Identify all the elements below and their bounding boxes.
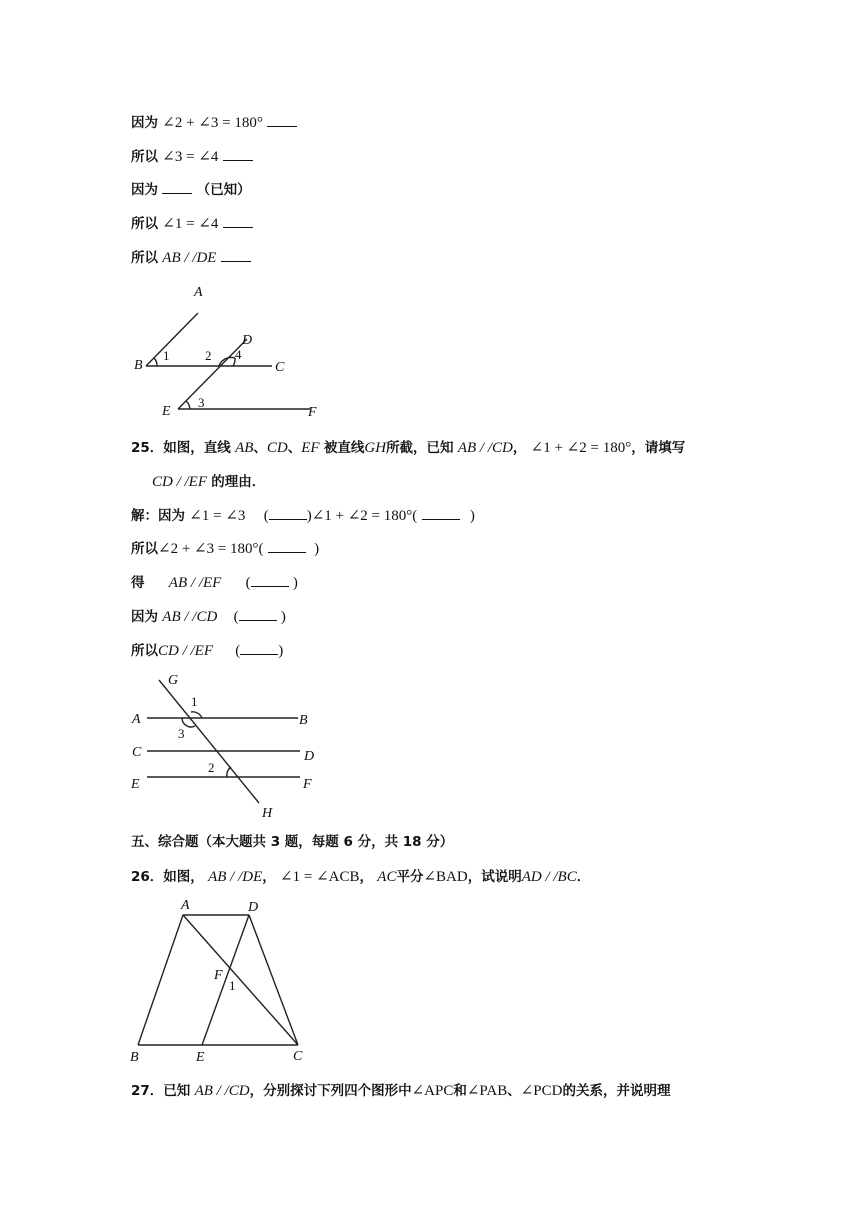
paren: ( (263, 508, 269, 524)
question-text: 平分 (396, 869, 424, 885)
question-text: 的理由． (211, 474, 266, 490)
answer-blank[interactable] (162, 181, 192, 194)
question-number: 25． (131, 440, 164, 456)
label-d: D (304, 749, 315, 764)
label-angle-3: 3 (198, 395, 205, 410)
question-text: 被直线 (323, 440, 365, 456)
label-f: F (308, 405, 317, 420)
question-text: ，试说明 (467, 869, 522, 885)
label-a: A (132, 712, 141, 727)
figure-24 (125, 280, 335, 425)
solution-line-5 (131, 642, 283, 660)
question-text: ，请填写 (631, 440, 686, 456)
separator: ． (576, 869, 591, 885)
solution-line-3 (131, 574, 298, 592)
proof-text: （已知） (196, 182, 251, 198)
proof-text: 所以 (131, 149, 158, 165)
solution-expr: ∠1 = ∠3 (189, 508, 246, 524)
solution-expr: ∠1 + ∠2 = 180°( (311, 508, 418, 524)
proof-line-3 (131, 181, 251, 199)
line-gh (159, 680, 259, 803)
question-25-stem-line-2 (152, 473, 265, 491)
label-f: F (303, 777, 312, 792)
solution-line-2 (131, 540, 319, 558)
label-angle-2: 2 (205, 348, 212, 363)
label-c: C (275, 360, 285, 375)
question-number: 27． (131, 1083, 164, 1099)
proof-expr: ∠2 + ∠3 = 180° (162, 115, 263, 131)
solution-text: 因为 (131, 609, 158, 625)
label-angle-1: 1 (163, 348, 170, 363)
label-angle-1: 1 (191, 694, 198, 709)
proof-expr: ∠3 = ∠4 (162, 149, 219, 165)
answer-blank[interactable] (223, 215, 253, 228)
angle-1-arc (191, 712, 202, 718)
solution-text: 解：因为 (131, 508, 185, 524)
label-c: C (293, 1049, 303, 1064)
label-f: F (214, 968, 223, 983)
proof-expr: ∠1 = ∠4 (162, 216, 219, 232)
label-a: A (181, 898, 190, 913)
segment-de (202, 915, 249, 1045)
paren: ) (278, 643, 284, 659)
answer-blank[interactable] (223, 148, 253, 161)
label-angle-3: 3 (178, 726, 185, 741)
solution-text: 所以 (131, 643, 158, 659)
proof-line-5 (131, 249, 251, 267)
label-angle-4: 4 (235, 347, 242, 362)
separator: 、 (253, 440, 267, 456)
question-text: ，分别探讨下列四个图形中 (249, 1083, 412, 1099)
paren: ( (233, 609, 239, 625)
label-c: C (132, 745, 142, 760)
paren: ) (280, 609, 286, 625)
expr: AB / /CD (194, 1083, 250, 1099)
proof-expr: AB / /DE (162, 250, 217, 266)
expr-ef: EF (301, 440, 320, 456)
solution-expr: ∠2 + ∠3 = 180°( (158, 541, 264, 557)
label-angle-1: 1 (229, 978, 236, 993)
question-number: 26． (131, 869, 164, 885)
answer-blank[interactable] (251, 574, 289, 587)
label-b: B (130, 1050, 139, 1065)
expr-cd: CD (266, 440, 288, 456)
segment-dc (249, 915, 298, 1045)
label-e: E (162, 404, 171, 419)
ray-ba (146, 313, 198, 366)
question-26-stem (131, 868, 590, 886)
answer-blank[interactable] (240, 642, 278, 655)
separator: ， (359, 869, 373, 885)
paren: ( (245, 575, 251, 591)
answer-blank[interactable] (422, 507, 460, 520)
paren: ( (235, 643, 241, 659)
segment-ac (183, 915, 298, 1045)
proof-text: 所以 (131, 216, 158, 232)
angle-3-arc (186, 401, 190, 409)
answer-blank[interactable] (268, 540, 306, 553)
expr-target: CD / /EF (152, 474, 207, 490)
expr: ∠PAB (466, 1083, 508, 1099)
figure-25 (125, 668, 325, 823)
answer-blank[interactable] (221, 249, 251, 262)
expr-ab: AB (235, 440, 254, 456)
solution-line-4 (131, 608, 286, 626)
separator: 、 (287, 440, 302, 456)
label-d: D (248, 900, 259, 915)
question-text: 和 (453, 1083, 467, 1099)
solution-expr: CD / /EF (158, 643, 213, 659)
segment-ab (138, 915, 183, 1045)
question-27-stem (131, 1082, 670, 1100)
solution-text: 所以 (131, 541, 158, 557)
proof-text: 因为 (131, 182, 158, 198)
answer-blank[interactable] (239, 608, 277, 621)
question-text: 如图， (163, 869, 204, 885)
label-h: H (262, 806, 273, 821)
proof-text: 因为 (131, 115, 158, 131)
expr: ∠PCD (520, 1083, 563, 1099)
label-d: D (242, 333, 253, 348)
separator: 、 (507, 1083, 521, 1099)
label-b: B (299, 713, 308, 728)
answer-blank[interactable] (267, 114, 297, 127)
paren: ) (469, 508, 475, 524)
solution-text: 得 (131, 575, 145, 591)
paren: ) (306, 508, 312, 524)
solution-line-1 (131, 507, 475, 525)
separator: ， (262, 869, 276, 885)
question-25-stem (131, 439, 685, 457)
proof-line-4 (131, 215, 253, 233)
label-g: G (168, 673, 179, 688)
question-text: 所截，已知 (386, 440, 454, 456)
paren: ) (292, 575, 298, 591)
expr-gh: GH (364, 440, 387, 456)
proof-line-2 (131, 148, 253, 166)
expr: AC (377, 869, 397, 885)
angle-1-arc (154, 358, 157, 366)
proof-line-1 (131, 114, 297, 132)
label-e: E (196, 1050, 205, 1065)
figure-26 (125, 895, 315, 1070)
label-e: E (131, 777, 140, 792)
expr-given-1: AB / /CD (457, 440, 513, 456)
expr: AB / /DE (208, 869, 263, 885)
paren: ) (314, 541, 320, 557)
question-text: 已知 (163, 1083, 191, 1099)
expr: AD / /BC (521, 869, 577, 885)
question-text: 如图，直线 (163, 440, 231, 456)
section-title: 五、综合题（本大题共 3 题，每题 6 分，共 18 分） (131, 834, 454, 850)
label-a: A (194, 285, 203, 300)
label-b: B (134, 358, 143, 373)
separator: ， (512, 440, 527, 456)
expr: ∠APC (411, 1083, 454, 1099)
label-angle-2: 2 (208, 760, 215, 775)
expr-given-2: ∠1 + ∠2 = 180° (530, 440, 632, 456)
answer-blank[interactable] (269, 507, 307, 520)
solution-expr: AB / /EF (168, 575, 222, 591)
question-text: 的关系，并说明理 (562, 1083, 671, 1099)
expr: ∠1 = ∠ACB (280, 869, 360, 885)
expr: ∠BAD (423, 869, 468, 885)
proof-text: 所以 (131, 250, 158, 266)
solution-expr: AB / /CD (162, 609, 218, 625)
